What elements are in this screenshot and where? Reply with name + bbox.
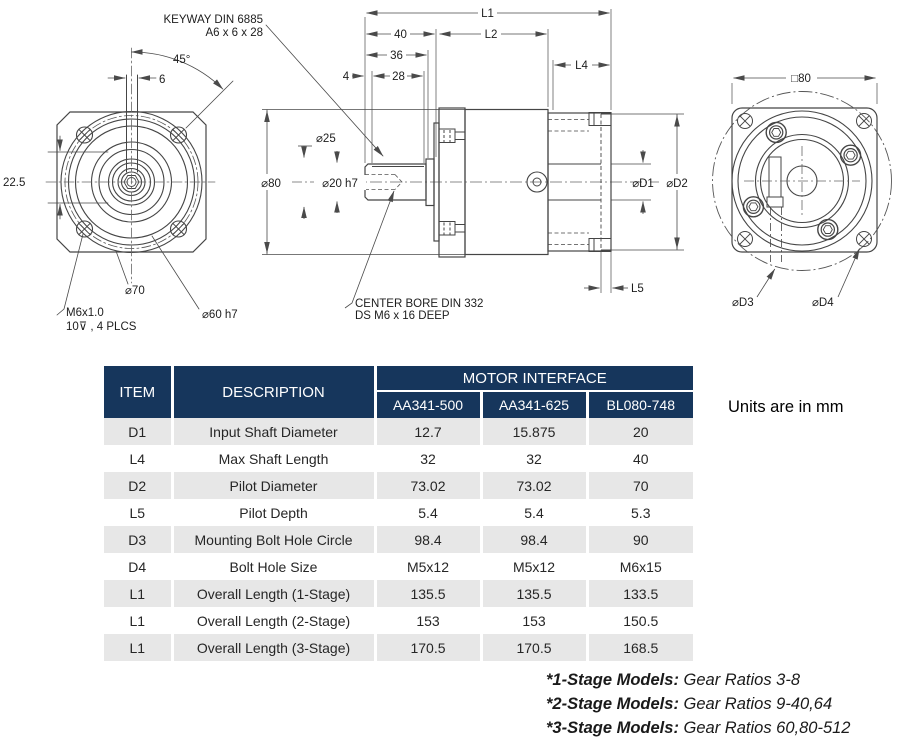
value-cell: 15.875 xyxy=(481,418,587,445)
table-body xyxy=(104,418,693,661)
dim-l4-label: L4 xyxy=(575,60,588,72)
value-cell: 5.4 xyxy=(481,499,587,526)
description-cell: Pilot Diameter xyxy=(172,472,375,499)
value-cell: 12.7 xyxy=(375,418,481,445)
dim-28-label: 28 xyxy=(392,71,405,83)
units-note: Units are in mm xyxy=(728,398,844,416)
leader-dia60 xyxy=(152,236,199,309)
dim-sq80-label: □80 xyxy=(791,73,811,85)
item-cell: L4 xyxy=(104,445,172,472)
item-cell: D4 xyxy=(104,553,172,580)
dim-d4-label: ⌀D4 xyxy=(812,297,834,309)
table-row xyxy=(104,499,693,526)
item-cell: L1 xyxy=(104,580,172,607)
footnote-bold: *2-Stage Models: xyxy=(546,695,679,713)
description-cell: Overall Length (3-Stage) xyxy=(172,634,375,661)
description-cell: Pilot Depth xyxy=(172,499,375,526)
rear-keyway xyxy=(767,157,783,262)
dim-l2-label: L2 xyxy=(484,29,498,41)
side-view xyxy=(250,8,696,322)
value-cell: M5x12 xyxy=(481,553,587,580)
value-cell: 170.5 xyxy=(375,634,481,661)
value-cell: 73.02 xyxy=(375,472,481,499)
dim-l1-label: L1 xyxy=(481,8,494,20)
description-cell: Max Shaft Length xyxy=(172,445,375,472)
dim-dia25 xyxy=(298,146,312,219)
dim-d1-label: ⌀D1 xyxy=(632,178,654,190)
rear-view xyxy=(713,73,892,309)
motor-interface-header: MOTOR INTERFACE xyxy=(375,366,693,391)
description-cell: Input Shaft Diameter xyxy=(172,418,375,445)
dim-36-label: 36 xyxy=(390,50,403,62)
footnote-line xyxy=(546,668,896,692)
dim-4-label: 4 xyxy=(342,71,350,83)
value-cell: 32 xyxy=(375,445,481,472)
output-shaft xyxy=(365,108,611,257)
item-cell: D2 xyxy=(104,472,172,499)
value-cell: 135.5 xyxy=(375,580,481,607)
description-cell: Mounting Bolt Hole Circle xyxy=(172,526,375,553)
item-cell: L5 xyxy=(104,499,172,526)
leader-d3 xyxy=(757,269,775,297)
label-keyway-line1: KEYWAY DIN 6885 xyxy=(163,14,263,26)
table-row xyxy=(104,418,693,445)
rear-centerlines xyxy=(744,146,860,218)
table-row xyxy=(104,580,693,607)
footnote-line xyxy=(546,692,896,716)
label-m6-line2: 10⊽ , 4 PLCS xyxy=(66,321,137,333)
footnote-line xyxy=(546,716,896,740)
table-row xyxy=(104,553,693,580)
footnote-rest: Gear Ratios 60,80-512 xyxy=(678,719,851,737)
model-header-3: BL080-748 xyxy=(587,391,693,418)
dim-dia25-label: ⌀25 xyxy=(316,133,336,145)
model-header-2: AA341-625 xyxy=(481,391,587,418)
dim-l5-label: L5 xyxy=(631,283,644,295)
front-centerlines xyxy=(46,48,215,283)
value-cell: 70 xyxy=(587,472,693,499)
label-keyway-line2: A6 x 6 x 28 xyxy=(205,27,263,39)
keyway-slot xyxy=(127,75,138,172)
front-view xyxy=(3,14,383,333)
description-cell: Overall Length (2-Stage) xyxy=(172,607,375,634)
label-center-bore-line1: CENTER BORE DIN 332 xyxy=(355,298,484,310)
dim-dia20-label: ⌀20 h7 xyxy=(322,178,358,190)
dim-40-label: 40 xyxy=(394,29,407,41)
description-cell: Overall Length (1-Stage) xyxy=(172,580,375,607)
value-cell: 168.5 xyxy=(587,634,693,661)
dim-keyway-width-label: 6 xyxy=(159,74,166,86)
value-cell: 90 xyxy=(587,526,693,553)
value-cell: 133.5 xyxy=(587,580,693,607)
motor-interface-table xyxy=(104,366,693,661)
value-cell: 135.5 xyxy=(481,580,587,607)
dim-d2-label: ⌀D2 xyxy=(666,178,688,190)
value-cell: M6x15 xyxy=(587,553,693,580)
footnote-rest: Gear Ratios 3-8 xyxy=(678,671,801,689)
label-m6-line1: M6x1.0 xyxy=(66,307,104,319)
dim-l5 xyxy=(584,250,628,293)
value-cell: 153 xyxy=(375,607,481,634)
item-cell: D1 xyxy=(104,418,172,445)
item-cell: L1 xyxy=(104,634,172,661)
value-cell: 98.4 xyxy=(481,526,587,553)
footnote-bold: *3-Stage Models: xyxy=(546,719,679,737)
col-item-header: ITEM xyxy=(104,366,172,418)
leader-m6 xyxy=(57,234,83,315)
leader-center-bore xyxy=(345,191,394,308)
value-cell: 150.5 xyxy=(587,607,693,634)
dim-dia80-label: ⌀80 xyxy=(261,178,281,190)
stage-footnotes xyxy=(546,668,896,740)
value-cell: 5.3 xyxy=(587,499,693,526)
technical-drawing xyxy=(0,0,900,362)
item-cell: D3 xyxy=(104,526,172,553)
footnote-rest: Gear Ratios 9-40,64 xyxy=(678,695,833,713)
description-cell: Bolt Hole Size xyxy=(172,553,375,580)
value-cell: M5x12 xyxy=(375,553,481,580)
value-cell: 20 xyxy=(587,418,693,445)
label-dia60: ⌀60 h7 xyxy=(202,309,238,321)
leader-dia70 xyxy=(116,251,128,284)
value-cell: 170.5 xyxy=(481,634,587,661)
dim-22-5-label: 22.5 xyxy=(3,177,26,189)
table-row xyxy=(104,445,693,472)
table-header xyxy=(104,366,693,418)
dim-45deg-label: 45° xyxy=(173,54,191,66)
item-cell: L1 xyxy=(104,607,172,634)
table-row xyxy=(104,472,693,499)
leader-d4 xyxy=(838,249,860,298)
footnote-bold: *1-Stage Models: xyxy=(546,671,679,689)
value-cell: 32 xyxy=(481,445,587,472)
model-header-1: AA341-500 xyxy=(375,391,481,418)
table-row xyxy=(104,634,693,661)
col-description-header: DESCRIPTION xyxy=(172,366,375,418)
label-center-bore-line2: DS M6 x 16 DEEP xyxy=(355,310,450,322)
value-cell: 73.02 xyxy=(481,472,587,499)
table-row xyxy=(104,607,693,634)
value-cell: 153 xyxy=(481,607,587,634)
dim-d3-label: ⌀D3 xyxy=(732,297,754,309)
table-row xyxy=(104,526,693,553)
label-dia70: ⌀70 xyxy=(125,285,145,297)
value-cell: 98.4 xyxy=(375,526,481,553)
value-cell: 5.4 xyxy=(375,499,481,526)
value-cell: 40 xyxy=(587,445,693,472)
